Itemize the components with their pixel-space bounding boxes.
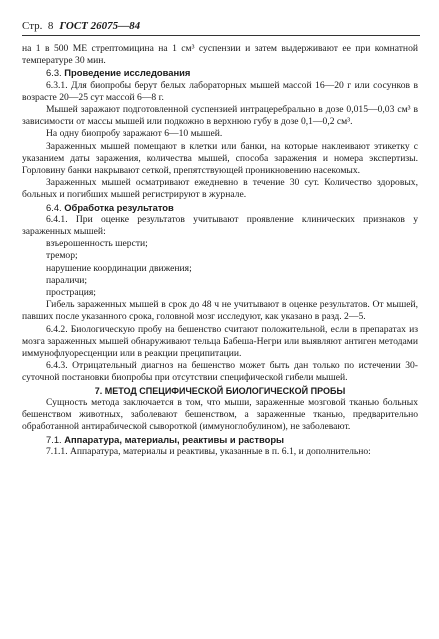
heading-title: Проведение исследования xyxy=(64,67,191,79)
heading-6-4 xyxy=(22,202,418,214)
paragraph: Сущность метода заключается в том, что мыши, зараженные мозговой тканью больных бешенством животных, заболевают бешенством, а зараженные тканью, предварительно обработанной антирабической сывороткой (иммуноглобулином), не заболевают. xyxy=(22,396,418,433)
list-item: прострация; xyxy=(46,287,96,299)
paragraph-6-4-1: 6.4.1. При оценке результатов учитывают проявление клинических признаков у зараженных мышей: xyxy=(22,213,418,238)
heading-6-3 xyxy=(22,67,418,79)
paragraph-6-4-2: 6.4.2. Биологическую пробу на бешенство считают положительной, если в препаратах из мозга зараженных мышей обнаруживают тельца Бабеша-Негри или выявляют антиген методами иммунофлуоресценции или в реакции преципитации. xyxy=(22,323,418,360)
paragraph: Зараженных мышей помещают в клетки или банки, на которые наклеивают этикетку с указанием даты заражения, количества мышей, способа заражения и номера экспертизы. Горловину банки накрывают сеткой, препятствующей проникновению насекомых. xyxy=(22,140,418,177)
list-item: взъерошенность шерсти; xyxy=(46,238,148,250)
heading-title: Аппаратура, материалы, реактивы и растворы xyxy=(64,433,285,445)
page-number: Стр. 8 xyxy=(22,20,54,32)
paragraph: На одну биопробу заражают 6—10 мышей. xyxy=(46,128,223,140)
paragraph: на 1 в 500 МЕ стрептомицина на 1 см³ суспензии и затем выдерживают ее при комнатной температуре 30 мин. xyxy=(22,43,418,67)
paragraph-7-1-1: 7.1.1. Аппаратура, материалы и реактивы, указанные в п. 6.1, и дополнительно: xyxy=(46,445,371,457)
heading-7-1 xyxy=(22,434,418,446)
heading-number: 6.3. xyxy=(46,67,62,79)
list-item: нарушение координации движения; xyxy=(46,262,192,274)
section-heading-7: 7. МЕТОД СПЕЦИФИЧЕСКОЙ БИОЛОГИЧЕСКОЙ ПРОБЫ xyxy=(94,385,346,396)
heading-number: 6.4. xyxy=(46,201,62,213)
list-item: тремор; xyxy=(46,250,78,262)
paragraph-6-3-1: 6.3.1. Для биопробы берут белых лабораторных мышей массой 16—20 г или сосунков в возрасте 20—25 сут массой 6—8 г. xyxy=(22,79,418,103)
document-body xyxy=(22,43,418,458)
paragraph: Гибель зараженных мышей в срок до 48 ч не учитывают в оценке результатов. От мышей, павших после указанного срока, головной мозг исследуют, как указано в разд. 2—5. xyxy=(22,299,418,323)
paragraph: Зараженных мышей осматривают ежедневно в течение 30 сут. Количество здоровых, больных и погибших мышей регистрируют в журнале. xyxy=(22,177,418,201)
paragraph: Мышей заражают подготовленной суспензией интрацеребрально в дозе 0,015—0,03 см³ в зависимости от массы мышей или подкожно в верхнюю губу в дозе 0,1—0,2 см³. xyxy=(22,104,418,128)
heading-title: Обработка результатов xyxy=(64,201,174,213)
standard-number: ГОСТ 26075—84 xyxy=(59,20,141,32)
header-rule xyxy=(22,35,420,36)
list-item: параличи; xyxy=(46,274,88,286)
heading-number: 7.1. xyxy=(46,433,62,445)
paragraph-6-4-3: 6.4.3. Отрицательный диагноз на бешенство может быть дан только по истечении 30-суточной постановки биопробы при отсутствии специфической гибели мышей. xyxy=(22,360,418,384)
page-header xyxy=(22,20,140,32)
